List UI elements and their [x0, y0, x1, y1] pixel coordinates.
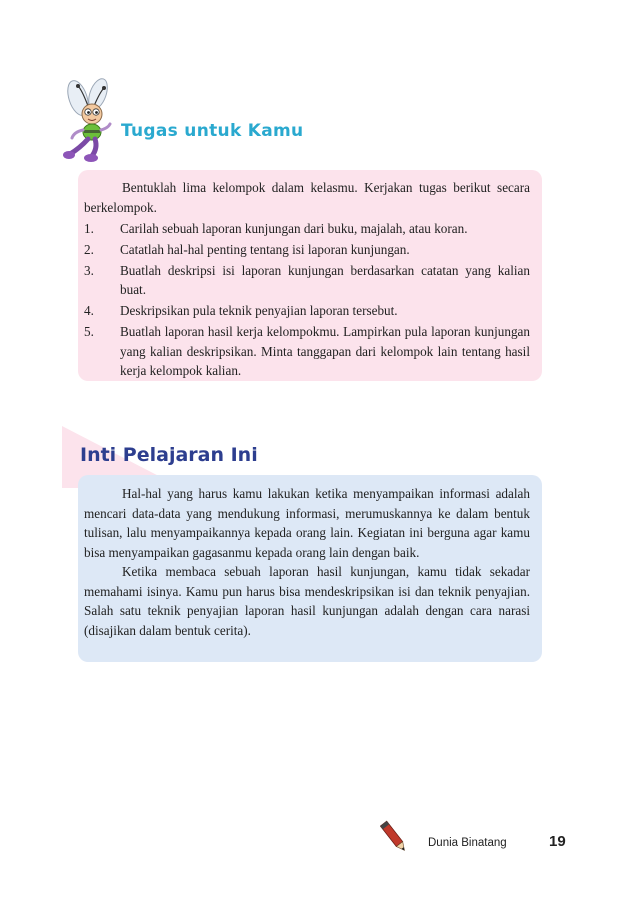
page-number: 19 — [549, 833, 566, 850]
pencil-icon — [380, 818, 408, 856]
inti-paragraph: Hal-hal yang harus kamu lakukan ketika menyampaikan informasi adalah mencari data-data yang mendukung informasi, merumuskannya ke dalam bentuk tulisan, lalu menyampaikannya kepada orang lain. Kegiatan ini berguna agar kamu bisa menyampaikan gagasanmu kepada orang lain dengan baik. — [84, 486, 530, 560]
tugas-title: Tugas untuk Kamu — [121, 121, 304, 141]
list-item: 4. Deskripsikan pula teknik penyajian laporan tersebut. — [84, 303, 398, 318]
inti-title: Inti Pelajaran Ini — [80, 444, 258, 466]
tugas-content — [84, 178, 530, 381]
list-item: 2. Catatlah hal-hal penting tentang isi laporan kunjungan. — [84, 241, 410, 257]
tugas-list — [84, 219, 530, 381]
list-item: 5. Buatlah laporan hasil kerja kelompokmu. Lampirkan pula laporan kunjungan yang kalian deskripsikan. Minta tanggapan dari kelompok lain tentang hasil kerja kelompok kalian. — [84, 324, 530, 378]
bee-mascot-icon — [58, 76, 122, 162]
book-title: Dunia Binatang — [428, 837, 507, 849]
inti-content — [84, 484, 530, 640]
list-item: 3. Buatlah deskripsi isi laporan kunjungan berdasarkan catatan yang kalian buat. — [84, 262, 530, 297]
tugas-intro: Bentuklah lima kelompok dalam kelasmu. Kerjakan tugas berikut secara berkelompok. — [84, 180, 530, 215]
inti-paragraph: Ketika membaca sebuah laporan hasil kunjungan, kamu tidak sekadar memahami isinya. Kamu pun harus bisa mendeskripsikan isi dan teknik penyajian. Salah satu teknik penyajian laporan hasil kunjungan adalah dengan cara narasi (disajikan dalam bentuk cerita). — [84, 564, 530, 638]
list-item: 1. Carilah sebuah laporan kunjungan dari buku, majalah, atau koran. — [84, 220, 468, 236]
